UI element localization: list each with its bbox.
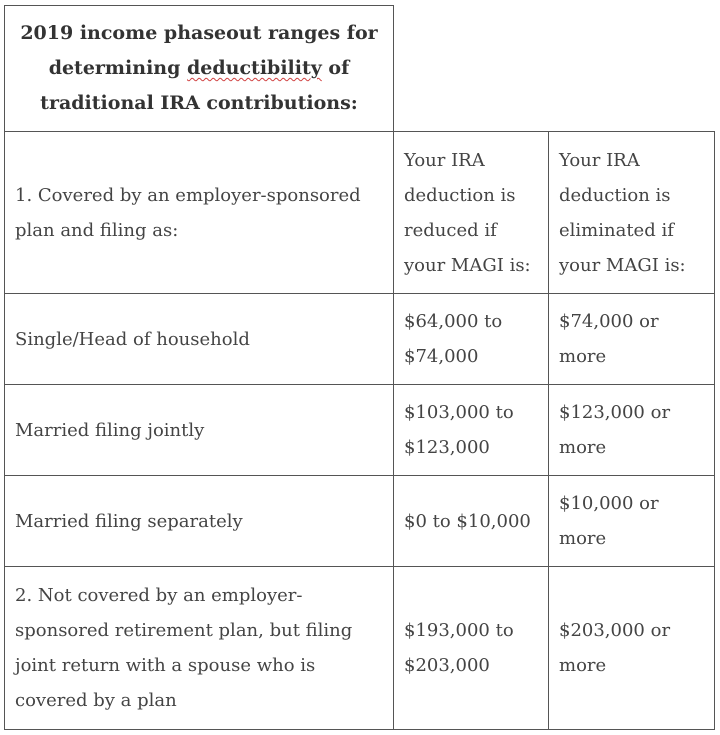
header-reduced-text: Your IRA deduction is reduced if your MAGI is: — [404, 149, 531, 276]
table-cell-eliminated — [549, 294, 714, 384]
row-4-eliminated: $203,000 or more — [559, 620, 671, 676]
table-cell-eliminated — [549, 385, 714, 475]
row-3-eliminated: $10,000 or more — [559, 493, 659, 549]
table-row-label — [5, 385, 393, 475]
table-border-bottom — [4, 729, 715, 730]
table-cell-eliminated — [549, 567, 714, 729]
row-3-label: Married filing separately — [15, 510, 243, 532]
title-line-2-end: of — [321, 57, 350, 79]
row-2-reduced: $103,000 to $123,000 — [404, 402, 514, 458]
table-cell-reduced — [394, 385, 548, 475]
row-1-label: Single/Head of household — [15, 328, 250, 350]
title-line-3: traditional IRA contributions: — [40, 92, 358, 114]
header-filing-status-text: 1. Covered by an employer-sponsored plan and filing as: — [15, 184, 361, 241]
row-1-reduced: $64,000 to $74,000 — [404, 311, 503, 367]
header-filing-status — [5, 132, 393, 293]
row-2-label: Married filing jointly — [15, 419, 205, 441]
table-row-label — [5, 294, 393, 384]
title-spellcheck-word: deductibility — [187, 57, 322, 79]
title-line-2 — [20, 51, 377, 86]
header-eliminated — [549, 132, 714, 293]
header-reduced — [394, 132, 548, 293]
table-title — [5, 6, 393, 131]
table-cell-eliminated — [549, 476, 714, 566]
row-4-label: 2. Not covered by an employer-sponsored retirement plan, but filing joint return with a spouse who is covered by a plan — [15, 585, 353, 711]
header-eliminated-text: Your IRA deduction is eliminated if your MAGI is: — [559, 149, 686, 276]
title-line-2-start: determining — [48, 57, 188, 79]
table-border-right — [714, 131, 715, 730]
row-4-reduced: $193,000 to $203,000 — [404, 620, 514, 676]
table-row-label — [5, 476, 393, 566]
table-cell-reduced — [394, 294, 548, 384]
table-cell-reduced — [394, 567, 548, 729]
table-row-label — [5, 567, 393, 729]
row-3-reduced: $0 to $10,000 — [404, 510, 531, 532]
table-cell-reduced — [394, 476, 548, 566]
title-line-1: 2019 income phaseout ranges for — [20, 22, 378, 44]
row-2-eliminated: $123,000 or more — [559, 402, 671, 458]
row-1-eliminated: $74,000 or more — [559, 311, 659, 367]
